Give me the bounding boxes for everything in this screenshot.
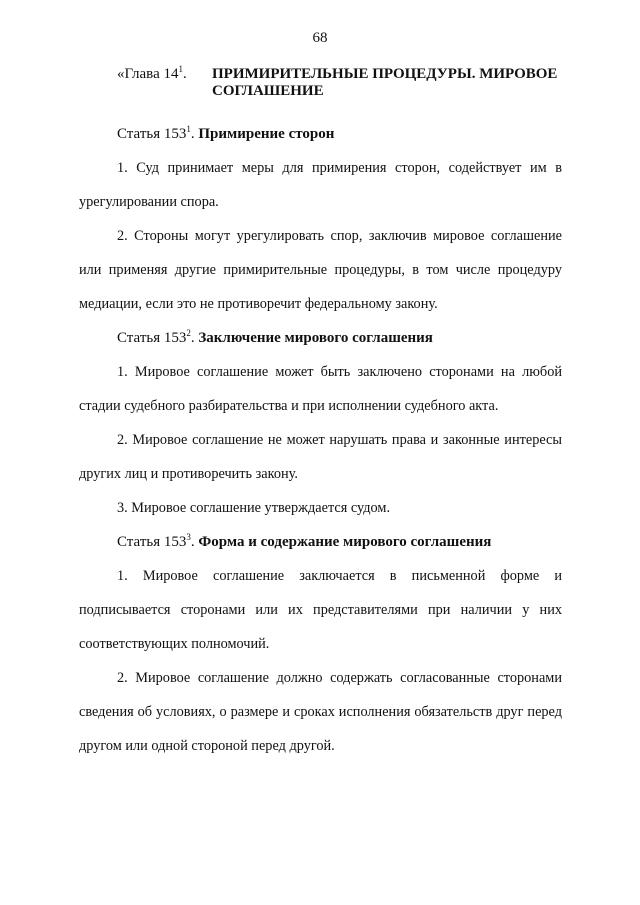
document-body [79, 117, 562, 763]
article-title: Форма и содержание мирового соглашения [198, 534, 492, 550]
paragraph: 3. Мировое соглашение утверждается судом. [117, 500, 391, 516]
article-heading: Статья $153^2$. Заключение мирового соглашения [117, 328, 433, 346]
chapter-label: «Глава $14^1$. [117, 64, 187, 82]
paragraph: 1. Суд принимает меры для примирения сторон, содействует им в урегулировании спора. [79, 160, 562, 210]
paragraph: 2. Стороны могут урегулировать спор, заключив мировое соглашение или применяя другие примирительные процедуры, в том числе процедуру медиации, если это не противоречит федеральному закону. [79, 228, 562, 312]
paragraph: 1. Мировое соглашение может быть заключено сторонами на любой стадии судебного разбирательства и при исполнении судебного акта. [79, 364, 562, 414]
article-title: Примирение сторон [198, 126, 335, 142]
chapter-heading [117, 66, 577, 100]
page-number: 68 [312, 30, 328, 46]
article-heading: Статья $153^3$. Форма и содержание мирового соглашения [117, 532, 492, 550]
chapter-title: ПРИМИРИТЕЛЬНЫЕ ПРОЦЕДУРЫ. МИРОВОЕ СОГЛАШЕНИЕ [212, 66, 558, 99]
article-section [79, 525, 562, 763]
article-section [79, 117, 562, 321]
article-section [79, 321, 562, 525]
article-title: Заключение мирового соглашения [198, 330, 433, 346]
article-heading: Статья $153^1$. Примирение сторон [117, 124, 335, 142]
paragraph: 1. Мировое соглашение заключается в письменной форме и подписывается сторонами или их представителями при наличии у них соответствующих полномочий. [79, 568, 562, 652]
paragraph: 2. Мировое соглашение должно содержать согласованные сторонами сведения об условиях, о размере и сроках исполнения обязательств друг перед другом или одной стороной перед другой. [79, 670, 562, 754]
paragraph: 2. Мировое соглашение не может нарушать права и законные интересы других лиц и противоречить закону. [79, 432, 562, 482]
